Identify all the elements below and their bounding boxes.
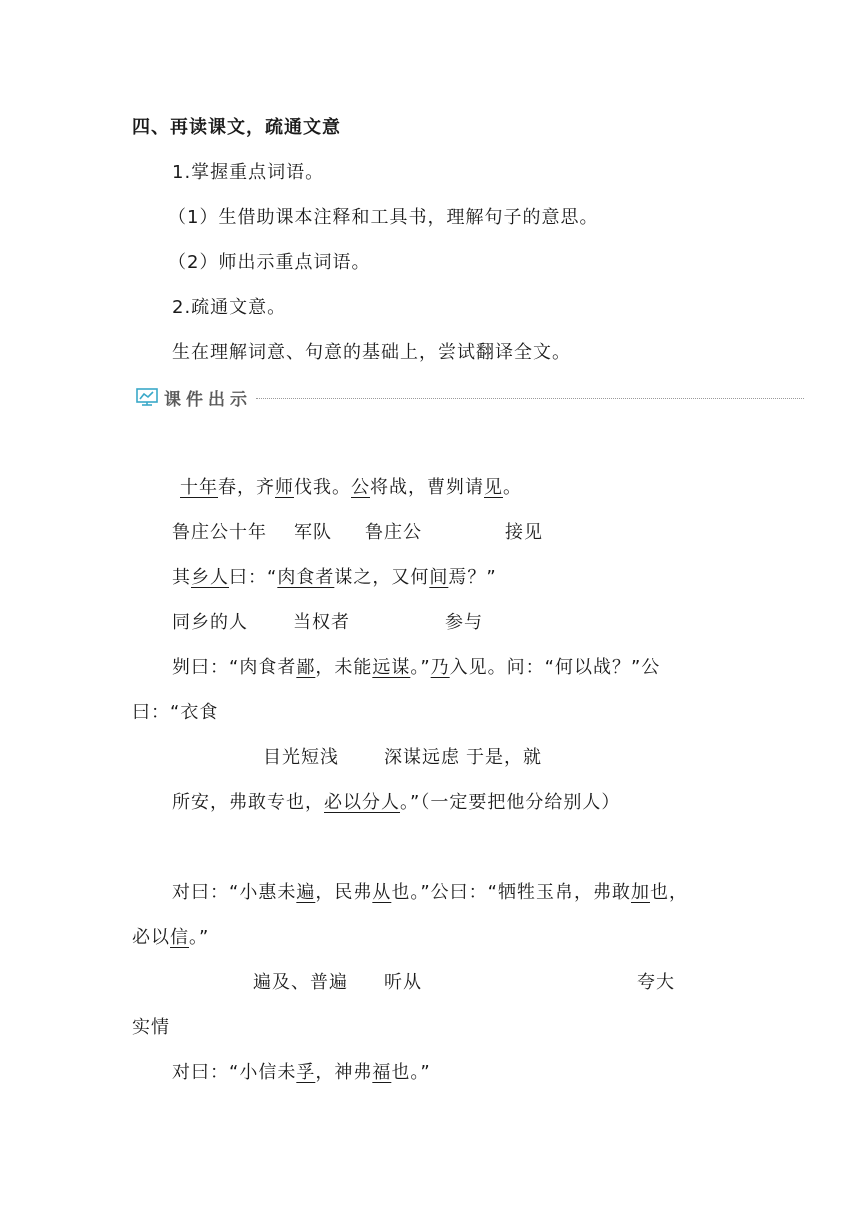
gloss-3c: 于是，就: [466, 747, 542, 768]
key-word: 见: [484, 477, 503, 498]
section-heading: 四、再读课文，疏通文意: [132, 117, 341, 138]
key-word: 师: [275, 477, 294, 498]
passage-line-1: 十年春，齐师伐我。公将战，曹刿请见。: [180, 477, 522, 498]
key-word: 十年: [180, 477, 218, 498]
passage-line-6: 对曰：“小信未孚，神弗福也。”: [172, 1062, 431, 1083]
gloss-2a: 同乡的人: [172, 612, 248, 633]
gloss-5c: 夸大: [637, 972, 675, 993]
step-2: 2.疏通文意。: [172, 297, 287, 318]
key-word: 间: [429, 567, 449, 588]
gloss-5d: 实情: [132, 1017, 170, 1038]
courseware-bar: [136, 384, 804, 410]
key-word: 远谋: [372, 657, 411, 678]
key-word: 福: [372, 1062, 392, 1083]
gloss-1c: 鲁庄公: [365, 522, 422, 543]
gloss-3b: 深谋远虑: [384, 747, 460, 768]
gloss-2c: 参与: [445, 612, 483, 633]
step-1-1: （1）生借助课本注释和工具书，理解句子的意思。: [168, 207, 599, 228]
dotted-divider: [256, 398, 804, 399]
gloss-1b: 军队: [294, 522, 332, 543]
gloss-2b: 当权者: [293, 612, 350, 633]
key-word: 必以分人: [324, 792, 400, 813]
key-word: 信: [170, 927, 189, 948]
step-2-desc: 生在理解词意、句意的基础上，尝试翻译全文。: [172, 342, 571, 363]
key-word: 乡人: [191, 567, 229, 588]
passage-line-2: 其乡人曰：“肉食者谋之，又何间焉？”: [172, 567, 497, 588]
passage-line-5: 对曰：“小惠未遍，民弗从也。”公曰：“牺牲玉帛，弗敢加也，: [172, 882, 688, 903]
key-word: 加: [630, 882, 650, 903]
gloss-1a: 鲁庄公十年: [172, 522, 267, 543]
key-word: 遍: [296, 882, 316, 903]
key-word: 乃: [430, 657, 450, 678]
gloss-3a: 目光短浅: [263, 747, 339, 768]
passage-line-3: 刿曰：“肉食者鄙，未能远谋。”乃入见。问：“何以战？”公: [172, 657, 661, 678]
presentation-chart-icon: [136, 388, 158, 406]
gloss-5a: 遍及、普遍: [253, 972, 348, 993]
key-word: 鄙: [296, 657, 316, 678]
passage-line-3b: 曰：“衣食: [132, 702, 219, 723]
courseware-label: 课件出示: [164, 389, 252, 410]
step-1: 1.掌握重点词语。: [172, 162, 325, 183]
key-word: 从: [372, 882, 392, 903]
gloss-5b: 听从: [384, 972, 422, 993]
key-word: 肉食者: [277, 567, 335, 588]
key-word: 公: [351, 477, 370, 498]
gloss-1d: 接见: [505, 522, 543, 543]
key-word: 孚: [296, 1062, 316, 1083]
passage-line-5b: 必以信。”: [132, 927, 210, 948]
passage-line-4: 所安，弗敢专也，必以分人。”（一定要把他分给别人）: [172, 792, 621, 813]
step-1-2: （2）师出示重点词语。: [168, 252, 371, 273]
